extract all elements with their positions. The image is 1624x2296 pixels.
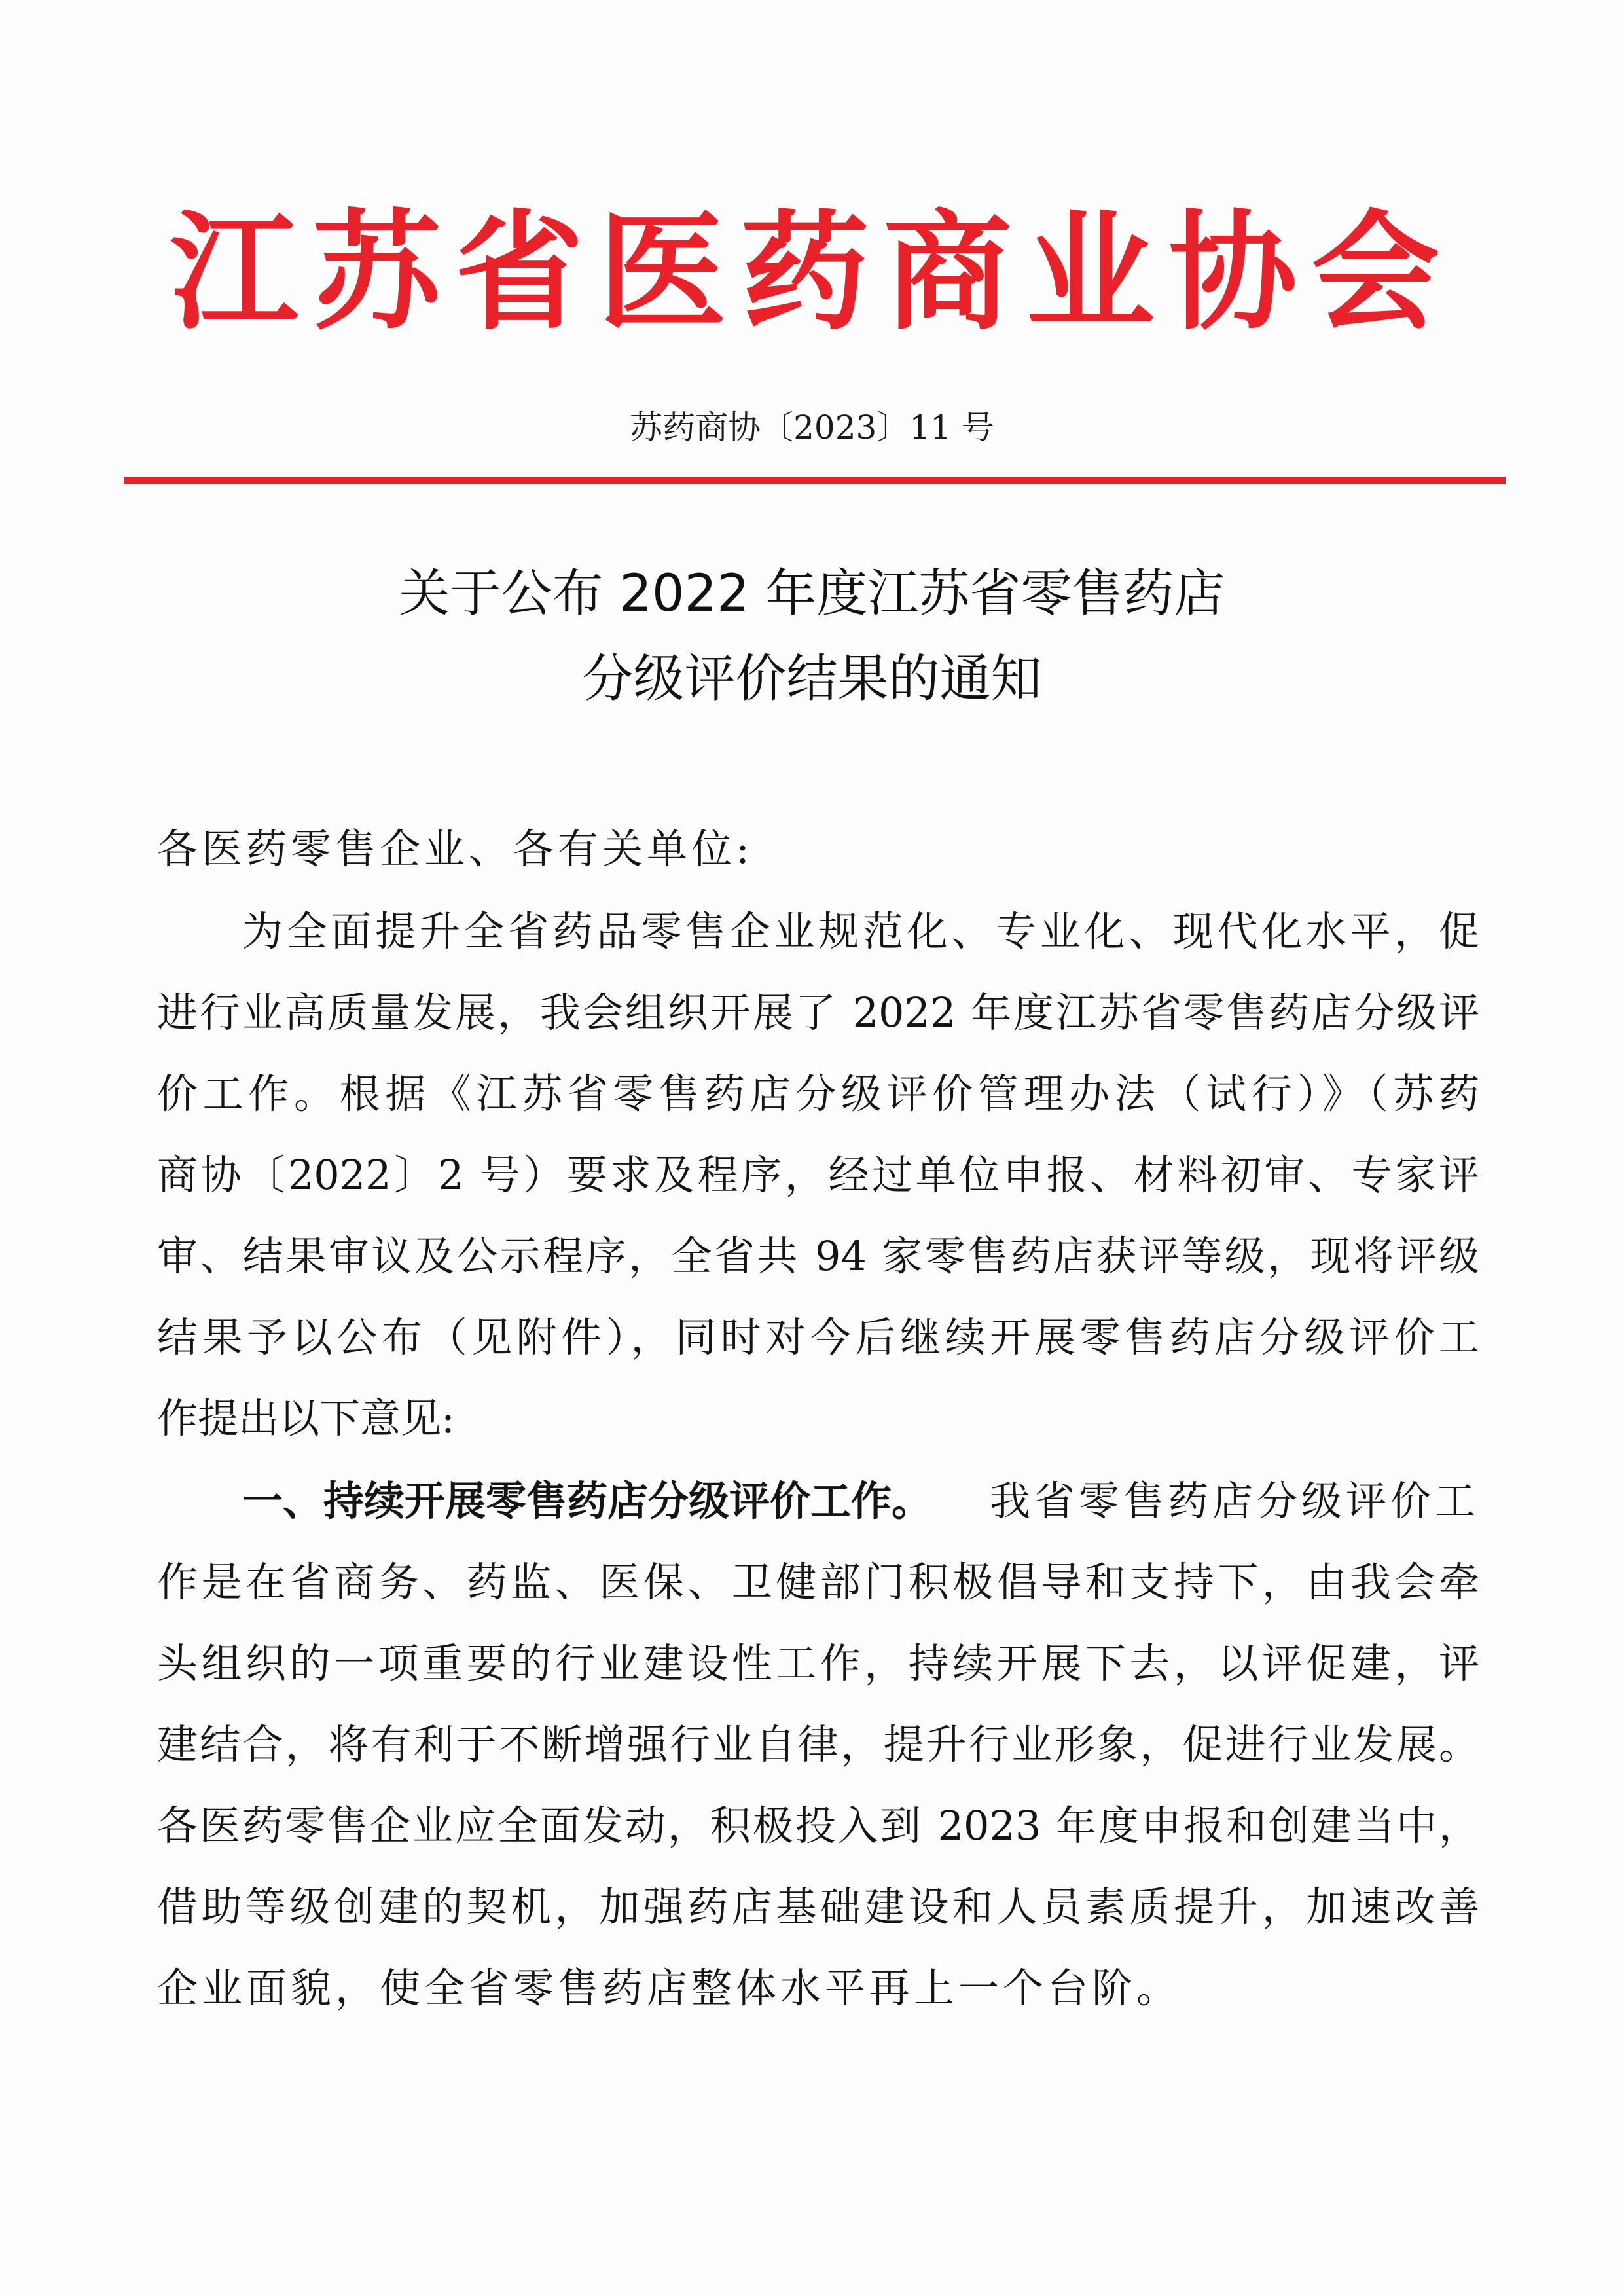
section-1-first-line-text: 我省零售药店分级评价工 bbox=[989, 1477, 1479, 1525]
paragraph-1-line-3: 价工作。根据《江苏省零售药店分级评价管理办法（试行）》（苏药 bbox=[157, 1070, 1479, 1118]
notice-title-line-1: 关于公布 2022 年度江苏省零售药店 bbox=[399, 564, 1225, 623]
section-1-line-5: 各医药零售企业应全面发动，积极投入到 2023 年度申报和创建当中， bbox=[157, 1802, 1479, 1850]
notice-title-line-2: 分级评价结果的通知 bbox=[582, 649, 1042, 708]
paragraph-1-line-4: 商协〔2022〕2 号）要求及程序，经过单位申报、材料初审、专家评 bbox=[157, 1151, 1479, 1199]
paragraph-1-line-1: 为全面提升全省药品零售企业规范化、专业化、现代化水平，促 bbox=[242, 907, 1479, 955]
paragraph-1-line-7: 作提出以下意见: bbox=[157, 1394, 455, 1442]
section-1-line-6: 借助等级创建的契机，加强药店基础建设和人员素质提升，加速改善 bbox=[157, 1883, 1479, 1931]
paragraph-1-line-2: 进行业高质量发展，我会组织开展了 2022 年度江苏省零售药店分级评 bbox=[157, 989, 1479, 1036]
organization-header: 江苏省医药商业协会 bbox=[170, 197, 1454, 348]
section-1-line-4: 建结合，将有利于不断增强行业自律，提升行业形象，促进行业发展。 bbox=[157, 1721, 1479, 1768]
document-number: 苏药商协〔2023〕11 号 bbox=[630, 409, 994, 446]
section-1-line-7: 企业面貌，使全省零售药店整体水平再上一个台阶。 bbox=[157, 1964, 1182, 2012]
section-1-heading: 一、持续开展零售药店分级评价工作。 bbox=[242, 1477, 933, 1525]
paragraph-1-line-6: 结果予以公布（见附件），同时对今后继续开展零售药店分级评价工 bbox=[157, 1313, 1479, 1361]
paragraph-1-line-5: 审、结果审议及公示程序，全省共 94 家零售药店获评等级，现将评级 bbox=[157, 1232, 1479, 1280]
section-1-line-3: 头组织的一项重要的行业建设性工作，持续开展下去，以评促建，评 bbox=[157, 1639, 1479, 1687]
section-1-line-2: 作是在省商务、药监、医保、卫健部门积极倡导和支持下，由我会牵 bbox=[157, 1558, 1479, 1606]
red-divider-rule bbox=[124, 477, 1506, 484]
salutation: 各医药零售企业、各有关单位: bbox=[157, 825, 753, 873]
section-1-first-line bbox=[242, 1477, 1479, 1525]
